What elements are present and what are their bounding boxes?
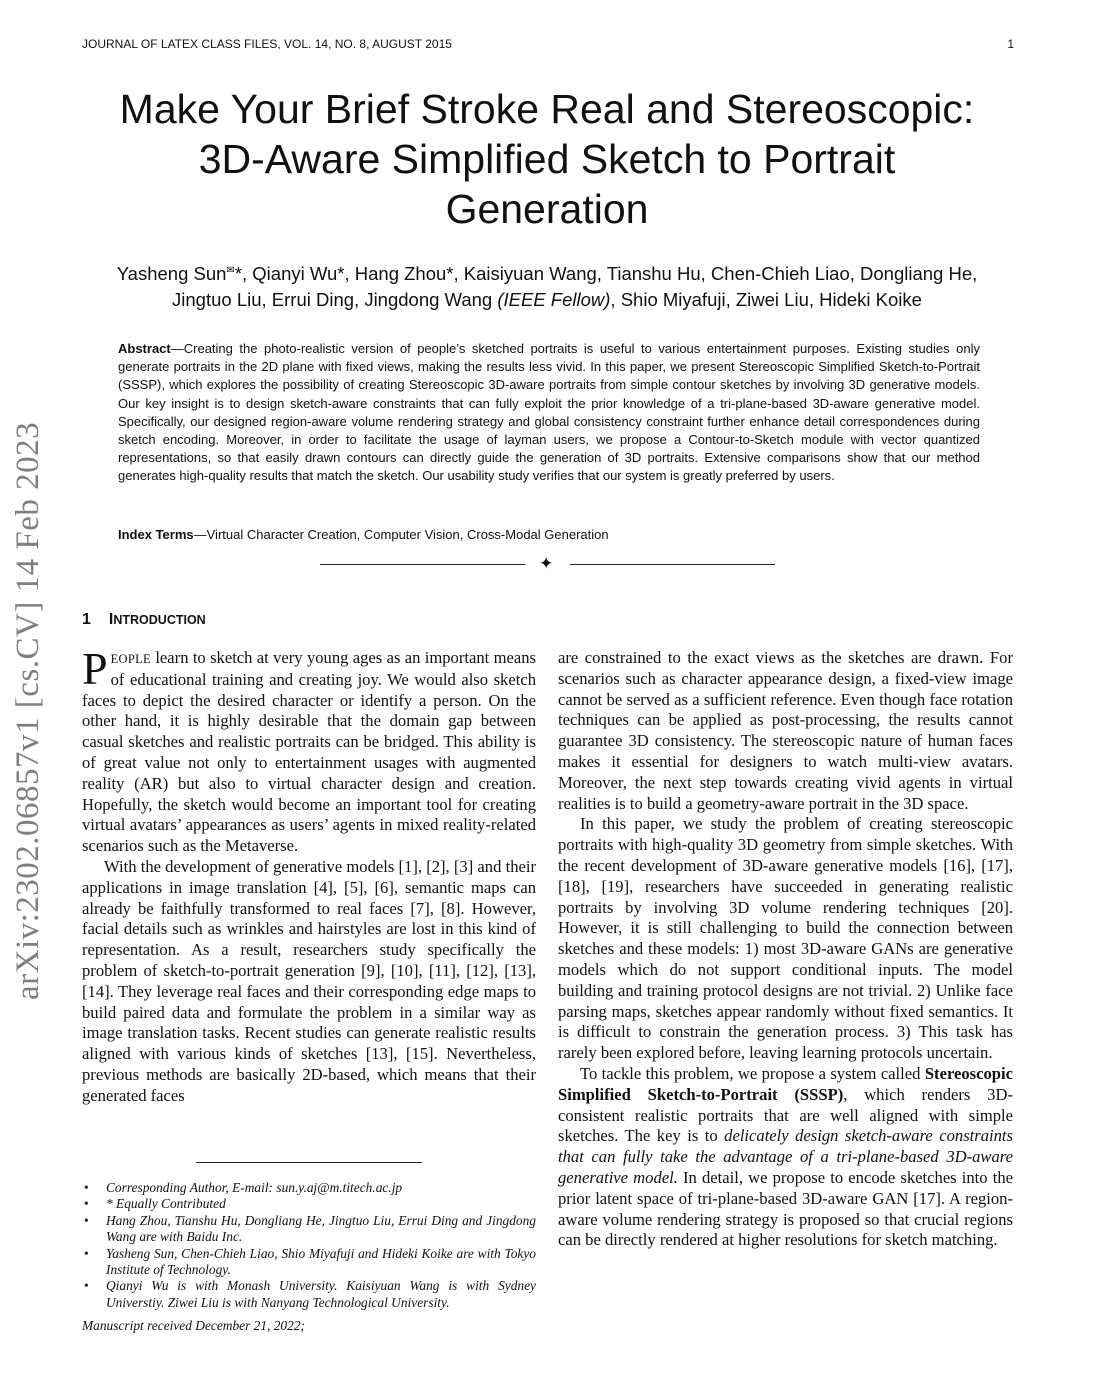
drop-cap: P (82, 643, 108, 694)
paragraph (82, 643, 536, 857)
divider-rule-left (320, 564, 525, 565)
paper-title (60, 84, 1034, 234)
paragraph: are constrained to the exact views as the sketches are drawn. For scenarios such as character appearance design, a fixed-view image cannot be served as a sufficient reference. Even though face rotation techniques can be applied as post-processing, the results cannot guarantee 3D consistency. The stereoscopic nature of human faces makes it essential for designers to watch multi-view avatars. Moreover, the next step towards creating vivid agents in virtual realities is to build a geometry-aware portrait in the 3D space. (558, 648, 1013, 813)
running-header (82, 37, 1014, 55)
author-names-2b: , Shio Miyafuji, Ziwei Liu, Hideki Koike (610, 289, 922, 311)
author-names-2a: Jingtuo Liu, Errui Ding, Jingdong Wang (172, 289, 498, 311)
paragraph-text: , which renders 3D-consistent realistic portraits that are well aligned with simple sketches. The key is to (558, 1084, 1013, 1146)
journal-line: JOURNAL OF LATEX CLASS FILES, VOL. 14, NO. 8, AUGUST 2015 (82, 37, 452, 51)
author-name-first: Yasheng Sun (116, 263, 227, 285)
footnotes (82, 1180, 536, 1311)
footnote-item: • Hang Zhou, Tianshu Hu, Dongliang He, Jingtuo Liu, Errui Ding and Jingdong Wang are with Baidu Inc. (82, 1213, 536, 1246)
paragraph-text: learn to sketch at very young ages as an important means of educational training and creating joy. We would also sketch faces to depict the desired character or identify a person. On the other hand, it is highly desirable that the domain gap between casual sketches and realistic portraits can be bridged. This ability is of great value not only to entertainment usages with augmented reality (AR) but also to virtual character design and creation. Hopefully, the sketch would become an important tool for creating virtual avatars’ appearances as users’ agents in mixed reality-related scenarios such as the Metaverse. (82, 648, 536, 856)
arxiv-identifier-stamp: arXiv:2302.06857v1 [cs.CV] 14 Feb 2023 (10, 421, 46, 1000)
footnote-item: • Yasheng Sun, Chen-Chieh Liao, Shio Miyafuji and Hideki Koike are with Tokyo Institute of Technology. (82, 1246, 536, 1279)
key-insight: delicately design sketch-aware constraints that can fully take the advantage of a tri-plane-based 3D-aware generative model. (558, 1126, 1013, 1187)
system-name: Stereoscopic Simplified Sketch-to-Portrait (SSSP) (558, 1063, 1013, 1104)
abstract-label: Abstract (118, 341, 171, 356)
abstract (118, 340, 980, 486)
paragraph (558, 1064, 1013, 1251)
page-number: 1 (1007, 37, 1014, 51)
paragraph: With the development of generative models [1], [2], [3] and their applications in image translation [4], [5], [6], semantic maps can already be faithfully transformed to real faces [7], [8]. However, facial details such as wrinkles and hairstyles are lost in this kind of representation. As a result, researchers study specifically the problem of sketch-to-portrait generation [9], [10], [11], [12], [13], [14]. They leverage real faces and their corresponding edge maps to build paired data and formulate the problem in a similar way as image translation tasks. Recent studies can generate realistic results aligned with various kinds of sketches [13], [15]. Nevertheless, previous methods are basically 2D-based, which means that their generated faces (82, 856, 536, 1105)
index-terms-text: —Virtual Character Creation, Computer Vision, Cross-Modal Generation (193, 527, 609, 542)
index-terms-label: Index Terms (118, 527, 194, 542)
section-title-rest: NTRODUCTION (113, 613, 206, 627)
paragraph: In this paper, we study the problem of creating stereoscopic portraits with high-quality 3D geometry from simple sketches. With the recent development of 3D-aware generative models [16], [17], [18], [19], researchers have succeeded in generating realistic portraits by involving 3D volume rendering techniques [20]. However, it is still challenging to build the connection between sketches and these models: 1) most 3D-aware GANs are generative models which do not support conditional inputs. The model building and training protocol designs are not trivial. 2) Unlike face parsing maps, sketches appear randomly without fixed semantics. It is difficult to constrain the generation process. 3) This task has rarely been explored before, leaving learning protocols uncertain. (558, 814, 1013, 1063)
paragraph-text: To tackle this problem, we propose a system called (580, 1063, 925, 1083)
index-terms (118, 527, 980, 542)
title-line-2: 3D-Aware Simplified Sketch to Portrait (198, 136, 896, 182)
manuscript-note: Manuscript received December 21, 2022; (82, 1318, 305, 1333)
envelope-icon: ✉ (226, 265, 235, 276)
divider-rule-right (570, 564, 775, 565)
footnote-rule (196, 1162, 422, 1163)
smallcaps-lead: EOPLE (110, 652, 151, 666)
footnote-item: • Corresponding Author, E-mail: sun.y.aj@m.titech.ac.jp (82, 1180, 536, 1196)
diamond-star-icon: ✦ (539, 554, 554, 573)
title-line-3: Generation (445, 186, 649, 232)
body-column-left (82, 643, 536, 1107)
ieee-fellow-note: (IEEE Fellow) (497, 289, 611, 311)
paragraph-text: In detail, we propose to encode sketches into the prior latent space of tri-plane-based 3D-aware GAN [17]. A region-aware volume rendering strategy is proposed so that crucial regions can be directly rendered at higher resolutions for sketch matching. (558, 1167, 1013, 1250)
footnote-item: • * Equally Contributed (82, 1196, 536, 1212)
section-title-initial: I (108, 611, 114, 628)
section-number: 1 (82, 611, 91, 628)
abstract-text: —Creating the photo-realistic version of people’s sketched portraits is useful to various entertainment purposes. Existing studies only generate portraits in the 2D plane with fixed views, making the results less vivid. In this paper, we present Stereoscopic Simplified Sketch-to-Portrait (SSSP), which explores the possibility of creating Stereoscopic 3D-aware portraits from simple contour sketches by involving 3D generative models. Our key insight is to design sketch-aware constraints that can fully exploit the prior knowledge of a tri-plane-based 3D-aware generative model. Specifically, our designed region-aware volume rendering strategy and global consistency constraint further enhance detail correspondences during sketch encoding. Moreover, in order to facilitate the usage of layman users, we propose a Contour-to-Sketch module with vector quantized representations, so that easily drawn contours can directly guide the generation of 3D portraits. Extensive comparisons show that our method generates high-quality results that match the sketch. Our usability study verifies that our system is greatly preferred by users. (118, 341, 980, 484)
author-list (60, 258, 1034, 313)
author-line-2 (60, 287, 1034, 313)
section-divider (320, 556, 775, 574)
body-column-right (558, 648, 1013, 1251)
title-line-1: Make Your Brief Stroke Real and Stereoscopic: (119, 86, 975, 132)
author-names-rest: *, Qianyi Wu*, Hang Zhou*, Kaisiyuan Wang, Tianshu Hu, Chen-Chieh Liao, Dongliang He, (234, 263, 978, 285)
footnote-item: • Qianyi Wu is with Monash University. Kaisiyuan Wang is with Sydney Universtiy. Ziwei Liu is with Nanyang Technological University. (82, 1278, 536, 1311)
section-heading (82, 611, 206, 629)
author-line-1 (60, 258, 1034, 287)
